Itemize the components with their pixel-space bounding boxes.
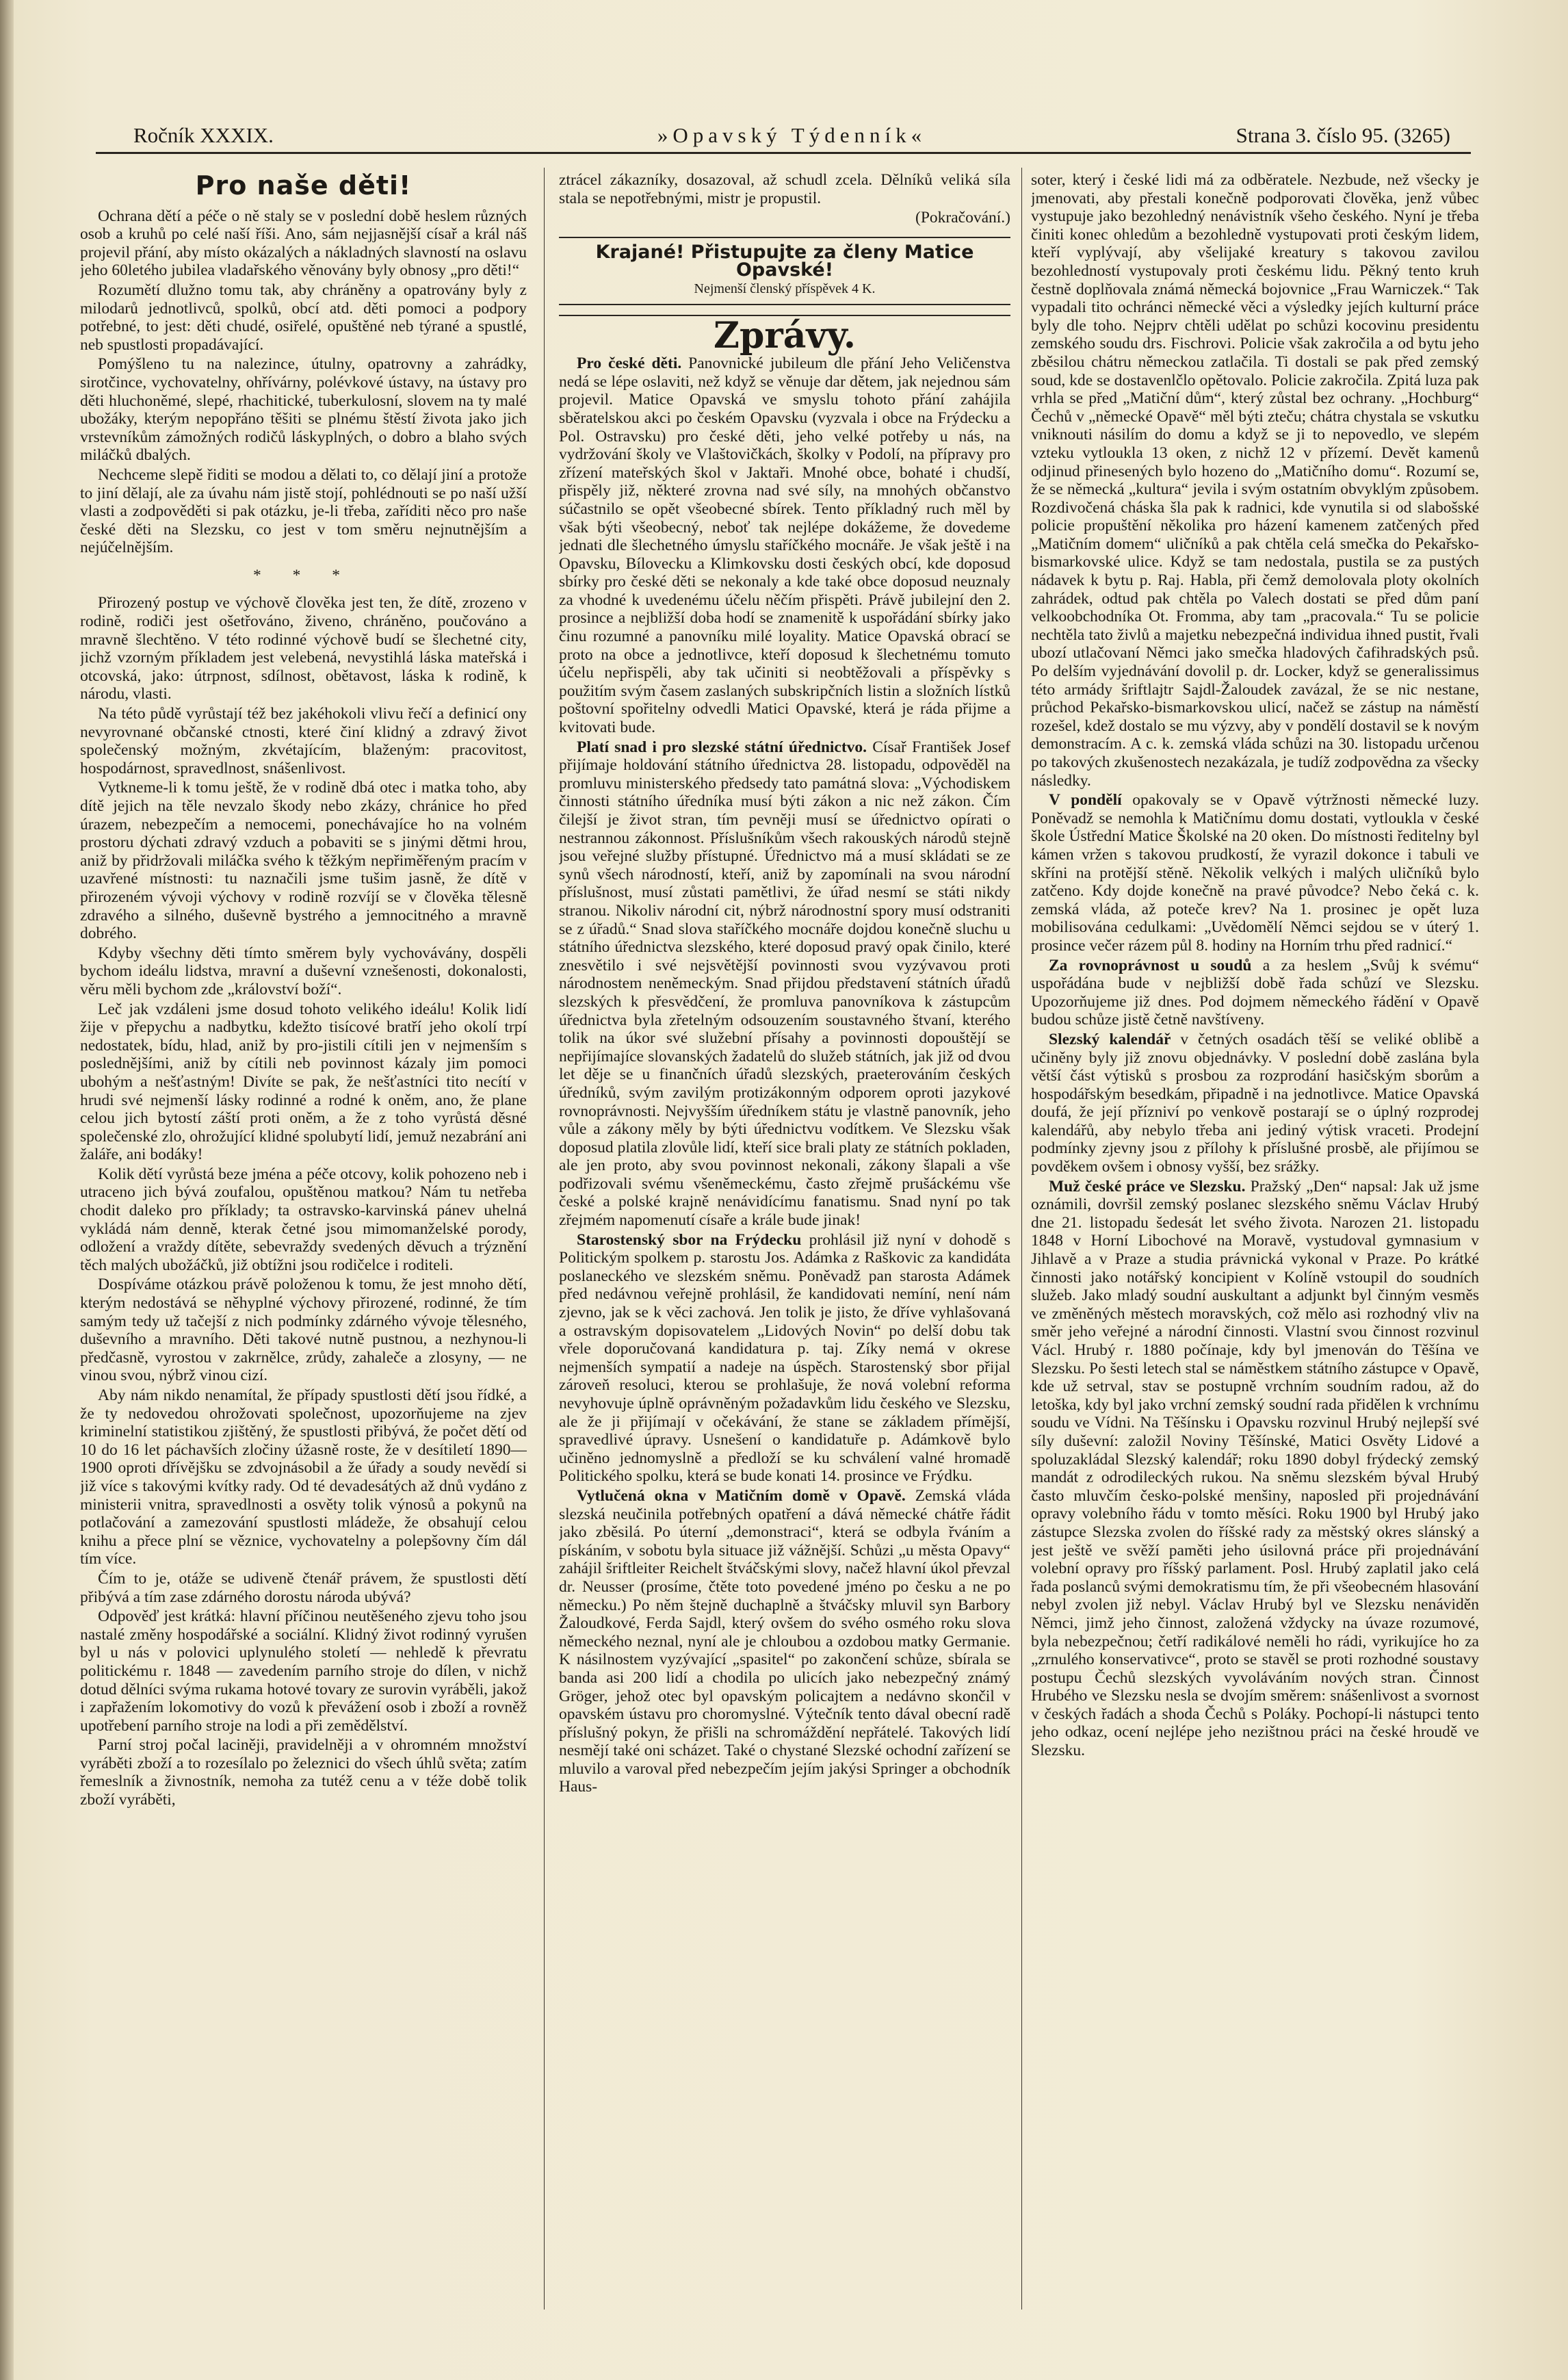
news-headline: Platí snad i pro slezské státní úřednictvo. [577,738,867,756]
paragraph: Aby nám nikdo nenamítal, že případy spustlosti dětí jsou řídké, a že ty nedovedou ohrožovati společnost, upozorňujeme na zjev kriminelní statistikou zjištěný, že spustlosti přibývá, že počet dětí od 10 do 16 let páchavších zločiny úžasně roste, že v desítiletí 1890—1900 oproti dřívějšku se zdvojnásobil a že úřady a soudy nevědí si již více s takovými kvítky rady. Od té devadesátých až dnů vydáno z ministerii vnitra, spravedlnosti a osvěty tolik výnosů a pokynů na potlačování a zamezování spustlosti mládeže, že obsahují celou knihu a přece plní se věznice, vychovatelny a polepšovny čím dál tím více. [80,1386,527,1568]
paragraph: ztrácel zákazníky, dosazoval, až schudl zcela. Dělníků veliká síla stala se nepotřebnými, mistr je propustil. [559,171,1010,207]
column-1 [80,171,527,2306]
paragraph: Kdyby všechny děti tímto směrem byly vychovávány, dospěli bychom ideálu lidstva, mravní a duševní vznešenosti, dokonalosti, věru měli bychom zde „království boží“. [80,944,527,998]
news-headline: Starostenský sbor na Frýdecku [577,1230,802,1249]
news-text: Císař František Josef přijímaje holdování státního úřednictva 28. listopadu, odpověděl na promluvu ministerského předsedy tato památná slova: „Východiskem činnosti státního úředníka musí býti zákon a nic než zákon. Čím čilejší je život stran, tím pevněji musí se úřednictvo opírati o nestrannou zákonnost. Příslušníkům všech rakouských národů stejně jsou veřejné služby přístupné. Úřednictvo má a musí skládati se ze synů všech národností, kteří, aniž by zapomínali na svou národní příslušnost, musí zůstati pamětlivi, že úřad nesmí se státi nikdy stranou. Nikoliv národní cit, nýbrž národnostní spory musí odstraniti se z úřadů.“ Snad slova staříčkého mocnáře dojdou konečně sluchu u státního úřednictva slezského, které doposud pravý opak činilo, které znesvětilo i své nejsvětější povinnosti svou vyzývavou proti národnostem neněmeckým. Snad přijdou představení státních úřadů slezských k přesvědčení, že promluva panovníkova k zástupcům úřednictva byla zřetelným odsouzením soustavného štvaní, kterého tolik na úkor své služební přísahy a povinnosti dopouštějí se nepřijímajíce slovanských žadatelů do služeb státních, jak již od dvou let děje se u finančních úřadů slezských, praeterováním českých úředníků, svým zavilým protizákonným odporem oproti jazykové rovnoprávnosti. Nejvyšším úředníkem státu je vlastně panovník, jeho vůle a zákony měly by býti úřednictvu vodítkem. Ve Slezsku však doposud platila zlovůle lidí, kteří sice brali platy ze státních pokladen, ale jen proto, aby svou povinnost nekonali, zákony šlapali a vše podřizovali svému všeněmeckému, často zřejmě prušáckému vše české a polské krajně nenávidícímu fanatismu. Snad nyní po tak zřejmém napomenutí císaře a krále bude jinak! [559,738,1010,1230]
news-headline: Vytlučená okna v Matičním domě v Opavě. [577,1486,906,1505]
banner-subline: Nejmenší členský příspěvek 4 K. [694,281,876,296]
paragraph: soter, který i české lidi má za odběratele. Nezbude, než všecky je jmenovati, aby přestali konečně podporovati člověka, jenž vůbec vystupuje jako bezohledný nenávistník všeho českého. Nyní je třeba činiti konec ohledům a bezohledně vystupovati proti českým lidem, kteří vyplývají, aby všelijaké kreatury s takovou zavilou bezohledností vystupovaly proti českému lidu. Pěkný tento kruh čestně doplňovala známá německá bojovnice „Frau Warniczek.“ Tak vypadali tito ochránci německé věci a výsledky jejích kulturní práce byly dle toho. Nejprv chtěli udělat po schůzi kocovinu presidentu zemského soudu drs. Fischrovi. Policie však zakročila a od bytu jeho zběsilou chátru německou zatlačila. Ti dostali se pak před zemský soud, kde se dostavenlčlo opětovalo. Policie zakročila. Zpitá luza pak vrhla se před „Matiční dům“, který zůstal bez ochrany. „Hochburg“ Čechů v „německé Opavě“ měl býti zteču; chátra chystala se vskutku vniknouti násilím do domu a když se ji to nepovedlo, ve slepém vzteku vytloukla 13 oken, z nichž 12 v přízemí. Devět kamenů odjinud přinesených bylo hozeno do „Matičního domu“. Rozumí se, že se německá „kultura“ jevila i svým ostatním obvyklým způsobem. Rozdivočená cháska šla pak k radnici, kde vynutila si od slabošské policie propuštění několika pro házení kamenem zatčených před „Matičním domem“ uličníků a pak chtěla celá smečka do Pekařsko-bismarkovské ulice. Když se tam nedostala, pustila se za pustých nádavek k bytu p. Raj. Habla, při čemž demolovala ploty okolních zahrádek, odtud pak chtěla po Valech dostati se před dům paní velkoobchodníka Ot. Fromma, aby tam „pracovala.“ Tu se policie nechtěla tato živlů a majetku nebezpečná individua ihned pustit, řvali ubozí utlačovaní Němci jako smečka hladových čafihradských psů. Po delším vyjednávání dovolil p. dr. Locker, když se generalissimus této armády šriftlajtr Sajdl-Žaloudek zavázal, že se nic nestane, průchod Pekařsko-bismarkovskou ulicí, načež se zástup na náměstí rozešel, kdež dostalo se mu výzvy, aby v pondělí dostavil se k novým demonstracím. A c. k. zemská vláda schůzi na 30. listopadu určenou po takových zkušenostech nezakázala, je tudíž zodpovědna za všecky následky. [1031,171,1479,790]
news-text: prohlásil již nyní v dohodě s Politickým spolkem p. starostu Jos. Adámka z Raškovic za kandidáta poslaneckého ve slezském sněmu. Poněvadž pan starosta Adámek před nedávnou veřejně prohlásil, že kandidovati nemíní, není nám zjevno, jak se k věci zachová. Jen tolik je jisto, že dříve vyhlašovaná a ostravským dopisovatelem „Lidových Novin“ po delší dobu tak vřele doporučovaná kandidatura p. taj. Zíky nemá v okrese nejmenších sympatií a nadeje na úspěch. Starostenský sbor přijal zároveň resoluci, kterou se prohlašuje, že nová volební reforma nevyhovuje úplně oprávněným požadavkům lidu českého ve Slezsku, ale že ji přijímají v očekávání, že stane se základem přímější, spravedlivé úpravy. Usnešení o kandidatuře p. Adámkově bylo učiněno jednomyslně a předloží se ku schválení valné hromadě Politického spolku, která se bude konati 14. prosince ve Frýdku. [559,1230,1010,1486]
news-text: a za heslem „Svůj k svému“ uspořádána bude v nejbližší době řada schůzí ve Slezsku. Upozorňujeme již dnes. Pod dojmem německého řádění v Opavě budou schůze jistě četně navštíveny. [1031,956,1479,1029]
binding-edge [0,0,14,2380]
column-divider [1021,168,1022,2310]
paragraph: Odpověď jest krátká: hlavní příčinou neutěšeného zjevu toho jsou nastalé změny hospodářské a sociální. Klidný život rodinný vyrušen byl u nás v polovici uplynulého století — nehledě k převratu politickému r. 1848 — zavedením parního stroje do dílen, v nichž dotud dělníci svýma rukama hotové tovary ze surovin vyráběli, jakož i zapřažením lokomotivy do vozů k převážení osob i zboží a rovněž upotřebení parního stroje na lodi a při zemědělství. [80,1607,527,1735]
paragraph: Pomýšleno tu na nalezince, útulny, opatrovny a zahrádky, sirotčince, vychovatelny, ohřívárny, polévkové ústavy, na ústavy pro děti hluchoněmé, slepé, rhachitické, tuberkulosní, slovem na ty malé ubožáky, kterým nepopřáno těšiti se plnému štěstí života jako jich vrstevníkům zámožných rodičů láskyplných, o dobro a blaho svých miláčků dbalých. [80,355,527,465]
news-item [559,738,1010,1230]
news-headline: Muž české práce ve Slezsku. [1049,1177,1246,1195]
news-text: Pražský „Den“ napsal: Jak už jsme oznámili, dovršil zemský poslanec slezského sněmu Václav Hrubý dne 21. listopadu šedesát let svého života. Narozen 21. listopadu 1848 v Horní Libochové na Moravě, vystudoval gymnasium v Jihlavě a v Praze a studia právnická vykonal v Praze. Po krátké činnosti jako notářský koncipient v Kolíně vstoupil do soudních služeb. Jako mladý soudní auskultant a adjunkt byl činným vesměs ve změněných městech moravských, což mělo asi rozhodný vliv na směr jeho veřejné a národní činnosti. Vlastní svou činnost rozvinul Václ. Hrubý r. 1880 počínaje, kdy byl jmenován do Těšína ve Slezsku. Po šesti letech stal se náměstkem státního zástupce v Opavě, kde už setrval, stav se postupně vrchním soudním radou, až do letoška, kdy byl jako vrchní zemský soudní rada přidělen k vrchnímu soudu ve Vídni. Na Těšínsku i Opavsku rozvinul Hrubý nejlepší své síly duševní: založil Noviny Těšínské, Matici Osvěty Lidové a spoluzakládal Slezský kalendář; roku 1890 dobyl frýdecký zemský mandát z odrodileckých rukou. Na sněmu slezském býval Hrubý často mluvčím česko-polské menšiny, naposled při projednávání opravy volebního řádu v tomto měsíci. Roku 1900 byl Hrubý jako zástupce Slezska zvolen do říšské rady za městský okres slánský a jest ještě ve svěží paměti jeho úsilovná práce při projednávání volební opravy pro říšský parlament. Posl. Hrubý zaplatil jako celá řada poslanců svými demokratismu tím, že při všeobecném hlasování nebyl zvolen již nebyl. Václav Hrubý byl ve Slezsku nenáviděn Němci, jimž jeho činnost, založená vždycky na úvaze rozumové, byla nebezpečnou; četří radikálové neměli ho rádi, vyrikujíce ho za „zrnulého konservativce“, proto se stavěl se proti rozhodné soustavy postupu Čechů slezských vyvoláváním nových stran. Činnost Hrubého ve Slezsku nesla se dvojím směrem: snášenlivost a svornost v českých řadách a shoda Čechů s Poláky. Pochopí-li nástupci tento jeho odkaz, ocení nejlépe jeho nezištnou práci na české hroudě ve Slezsku. [1031,1177,1479,1760]
matice-banner [559,237,1010,305]
news-text: Zemská vláda slezská neučinila potřebných opatření a dává německé chátře řádit jako zběsilá. Po úterní „demonstraci“, která se odbyla řváním a pískáním, v sobotu byla situace již vážnější. Schůzi „u města Opavy“ zahájil šriftleiter Reichelt štváčskými slovy, načež hlavní úkol převzal dr. Neusser (prosíme, čtěte toto povedené jméno po česku a ne po německu.) Po něm štejně duchaplně a štváčsky mluvil syn Barbory Žaloudkové, Ferda Sajdl, který ovšem do svého osmého roku slova německého neznal, nyní ale je chloubou a ozdobou matky Germanie. K násilnostem vyzývající „spasitel“ po zakončení schůze, sbírala se banda asi 200 lidí a chodila po ulicích jako nebezpečný známý Gröger, jehož otec byl opavským policajtem a nedávno skončil v opavském ústavu pro choromyslné. Výtečník tento dával obecní radě příslušný pokyn, že přišli na schromáždění nepřátelé. Takových lidí nesmějí také oni scházet. Také o chystané Slezské ochodní zařízení se mluvilo a varoval před nebezpečím jejím jakýsi Springer a obchodník Haus- [559,1486,1010,1796]
paragraph: Ochrana dětí a péče o ně staly se v poslední době heslem různých osob a kruhů po celé naší říši. Ano, sám nejjasnější císař a král náš projevil přání, aby místo okázalých a nákladných slavností na oslavu jeho 60letého jubilea vladařského věnovány byly obnosy „pro děti!“ [80,207,527,280]
news-item [559,1231,1010,1486]
column-3 [1031,171,1479,2306]
masthead-title: »Opavský Týdenník« [657,123,927,147]
paragraph: Na této půdě vyrůstají též bez jakéhokoli vlivu řečí a definicí ony nevyrovnané občanské ctnosti, které činí klidný a zdravý život společenský možným, zkvétajícím, blaženým: pracovitost, hospodárnost, spravedlnost, snášenlivost. [80,705,527,777]
section-title: Zprávy. [559,315,1010,346]
news-item [1031,1031,1479,1176]
paragraph: Rozumětí dlužno tomu tak, aby chráněny a opatrovány byly z milodarů jednotlivců, spolků, obcí atd. děti pomoci a podpory potřebné, to jest: děti chudé, osiřelé, opuštěné neb týrané a spustlé, neb spustlosti propadávající. [80,281,527,354]
news-headline: Slezský kalendář [1049,1030,1171,1048]
news-headline: V pondělí [1049,791,1122,810]
news-item [1031,791,1479,955]
paragraph: Vytkneme-li k tomu ještě, že v rodině dbá otec i matka toho, aby dítě jejich na těle nevzalo škody nebo zkázy, chránice ho před úrazem, nebezpečím a nemocemi, ponechávajíce ho na volném prostoru dýchati zdravý vzduch a pobaviti se s jinými dětmi hrou, aniž by přidržovali miláčka svého k těžkým nepřiměřeným pracím v uzavřené místnosti: tu naznačili jsme tušim jasně, že dítě v přirozeném vývoji výchovy v rodině rozvíjí se v člověka tělesně zdravého a silného, duševně bystrého a jemnocitného a mravně dobrého. [80,779,527,943]
article-title: Pro naše děti! [195,171,412,201]
banner-headline: Krajané! Přistupujte za členy Matice Opavské! [595,241,974,281]
header-rule [96,152,1471,154]
news-item [1031,1178,1479,1760]
paragraph: Přirozený postup ve výchově člověka jest ten, že dítě, zrozeno v rodině, rodiči jest ošetřováno, živeno, chráněno, poučováno a mravně šlechtěno. V této rodinné výchově budí se šlechetné city, jichž vzorným příkladem jest velebená, nevystihlá láska mateřská i otcovská, jako: útrpnost, sdílnost, obětavost, láska k rodině, k národu, vlasti. [80,594,527,703]
news-text: v četných osadách těší se veliké oblibě a učiněny byly již znovu objednávky. V poslední době zaslána byla větší část výtisků s prosbou za rozprodání hasičským sborům a hospodářským besedkám, připadně i na jednotlivce. Matice Opavská doufá, že její přízniví po venkově postarají se o úplný rozprodej kalendářů, aby nebylo třeba ani jediný výtisk vraceti. Prodejní podmínky zjevny jsou z přílohy k příslušné prosbě, ale přijímou se povděkem ovšem i obnosy vyšší, bez srážky. [1031,1030,1479,1176]
paragraph: Čím to je, otáže se udiveně čtenář právem, že spustlosti dětí přibývá a tím zase zdárného dorostu národa ubývá? [80,1569,527,1606]
continuation-note: (Pokračování.) [915,209,1010,227]
paragraph: Parní stroj počal laciněji, pravidelněji a v ohromném množství vyráběti zboží a to rozesílalo po železnici do všech úhlů světa; zatím řemeslník a živnostník, nemoha za tutéž cenu a v téže době tolik zboží vyráběti, [80,1736,527,1809]
news-item [559,1487,1010,1796]
section-separator: * * * [253,566,354,584]
news-item [1031,957,1479,1029]
paragraph: Leč jak vzdáleni jsme dosud tohoto velikého ideálu! Kolik lidí žije v přepychu a nadbytku, kdežto tisícové bratří jeho okolí trpí nedostatek, bídu, hlad, aniž by pro-jistili cítili jen v nejmenším s poslednějšími, aniž by cítili neb povinnost kázaly jim pomoci ubohým a nešťastným! Divíte se pak, že nešťastníci tito necítí v hrudi své nejmenší lásky rodinné a rodné k oněm, ano, že plane celou jich bytostí záští proti oněm, a že z toho vyrůstá děsné společenské zlo, ohrožující klidné spolubytí lidí, jemuž nezabrání ani žaláře, ani bodáky! [80,1000,527,1164]
paragraph: Dospíváme otázkou právě položenou k tomu, že jest mnoho dětí, kterým nedostává se něhyplné výchovy přirozené, rodinné, že tím samým tedy už tačejší z nich podmínky zdárného vývoje tělesného, duševního a mravního. Děti takové nutně pustnou, a nezhynou-li předčasně, vyrostou v zakrnělce, zrůdy, zahaleče a zlosyny, — ne vinou svou, nýbrž vinou cizí. [80,1276,527,1385]
paragraph: Kolik dětí vyrůstá beze jména a péče otcovy, kolik pohozeno neb i utraceno jich bývá zoufalou, opuštěnou matkou? Nám tu netřeba chodit daleko pro příklady; ta ostravsko-karvinská pánev uhelná vykládá nám denně, kterak četné jsou mimomanželské porody, odložení a vraždy dítěte, sebevraždy svedených děvuch a trýznění těch malých ubožáčků, již obtížni jsou rodičelce i roditeli. [80,1165,527,1274]
news-headline: Pro české děti. [577,354,682,373]
paragraph: Nechceme slepě řiditi se modou a dělati to, co dělají jiní a protože to jiní dělají, ale za úvahu nám jistě stojí, pohlédnouti se po naší užší vlasti a zodpověděti si pak otázku, je-li třeba, zaříditi něco pro naše české děti na Slezsku, co jest v tom směru nejnutnějším a nejúčelnějším. [80,465,527,557]
news-text: Panovnické jubileum dle přání Jeho Veličenstva nedá se lépe oslaviti, než když se věnuje dar dětem, jak nejednou sám projevil. Matice Opavská ve smyslu tohoto přání zahájila sběratelskou akci po českém Opavsku (vyzvala i obce na Frýdecku a Pol. Ostravsku) pro české děti, jeho velké potřeby u nás, na vydržování školy ve Vlaštovičkách, školky v Podolí, na přípravy pro zřízení mateřských škol v Jaktaři. Mnohé obce, bohaté i chudší, přispěly již, některé zrovna nad své síly, na mnohých občanstvo súčastnilo se opět všeobecné sbírek. Tento příkladný ruch měl by však býti všeobecný, neboť tak nejlépe dokážeme, že dovedeme jednati dle šlechetného úmyslu staříčkého mocnáře. Je však ještě i na Opavsku, Bílovecku a Klimkovsku dosti českých obcí, kde doposud sbírky pro české děti se nekonaly a kde také obce doposud neuznaly za vhodné k uvedenému účelu něčím přispěti. Právě jubilejní den 2. prosince a nejbližší doba hodí se znamenitě k uspořádání sbírky jako činu rozumné a panovníku milé loyality. Matice Opavská obrací se proto na obce a jednotlivce, kteří doposud k šlechetnému tomuto účelu nepřispěli, aby tak učiniti si neobtěžovali a příspěvky s použitím svým časem zaslaných subskripčních listin a složních lístků poštovní spořitelny odvedli Matici Opavské, která je ráda přijme a kvitovati bude. [559,354,1010,737]
column-2 [559,171,1010,2306]
page-number: Strana 3. číslo 95. (3265) [1236,123,1450,147]
news-item [559,354,1010,736]
news-headline: Za rovnoprávnost u soudů [1049,956,1252,974]
column-divider [544,168,545,2310]
news-text: opakovaly se v Opavě výtržnosti německé luzy. Poněvadž se nemohla k Matičnímu domu dostati, vytloukla v české škole Ústřední Matice Školské na 20 oken. Do místnosti ředitelny byl kámen vržen s takovou prudkostí, že vyrazil dokonce i tabuli ve skříni na protější stěně. Několik velkých i malých uličníků bylo zatčeno. Kdy dojde konečně na pravé původce? Nebo čeká c. k. zemská vláda, až poteče krev? Na 1. prosinec je opět luza mobilisována cedulkami: „Uvědomělí Němci sejdou se v úterý 1. prosince večer rázem půl 8. hodiny na Horním trhu před radnicí.“ [1031,791,1479,955]
volume-label: Ročník XXXIX. [133,123,274,147]
